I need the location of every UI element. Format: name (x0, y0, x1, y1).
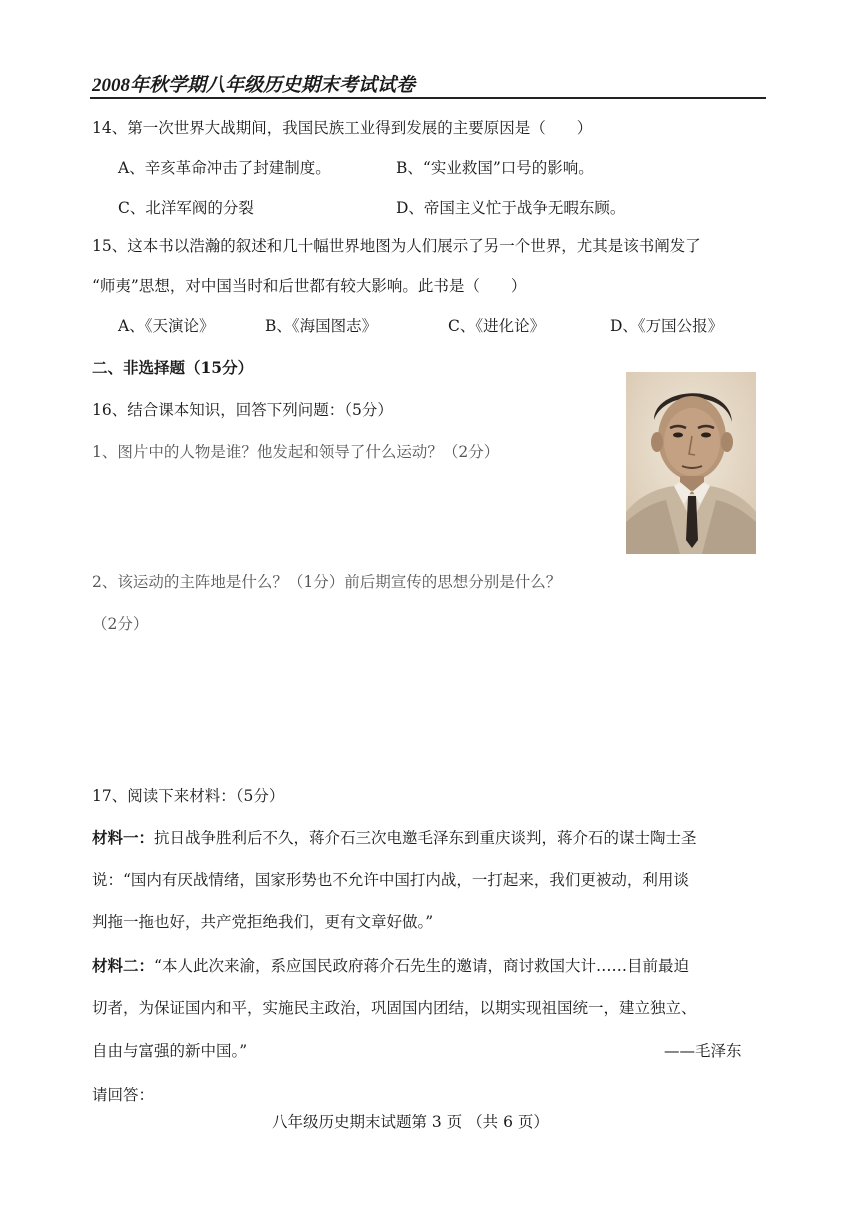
q16-sub1: 1、图片中的人物是谁？他发起和领导了什么运动？（2分） (92, 443, 500, 461)
q17-stem: 17、阅读下来材料：（5分） (92, 787, 285, 805)
material2-label: 材料二： (92, 956, 155, 975)
q17-material2-source: ——毛泽东 (664, 1042, 742, 1060)
q14-option-c: C、北洋军阀的分裂 (118, 199, 254, 217)
material2-text-line1: “本人此次来渝，系应国民政府蒋介石先生的邀请，商讨救国大计……目前最迫 (154, 957, 689, 975)
material1-text-line1: 抗日战争胜利后不久，蒋介石三次电邀毛泽东到重庆谈判，蒋介石的谋士陶士圣 (154, 829, 697, 847)
q14-option-b: B、“实业救国”口号的影响。 (396, 159, 594, 177)
q16-sub2-line2: （2分） (92, 615, 149, 633)
q15-option-a: A、《天演论》 (118, 317, 215, 335)
q17-material2-line3: 自由与富强的新中国。” (92, 1042, 248, 1060)
q14-option-a: A、辛亥革命冲击了封建制度。 (118, 159, 331, 177)
q15-option-d: D、《万国公报》 (610, 317, 724, 335)
q17-material2-line1 (92, 954, 689, 976)
material1-label: 材料一： (92, 828, 155, 847)
page-footer: 八年级历史期末试题第 3 页 （共 6 页） (272, 1113, 549, 1131)
header-divider (90, 97, 766, 99)
q17-material1-line2: 说：“国内有厌战情绪，国家形势也不允许中国打内战，一打起来，我们更被动，利用谈 (92, 871, 689, 889)
q16-stem: 16、结合课本知识，回答下列问题：（5分） (92, 401, 393, 419)
q15-stem-line2: “师夷”思想，对中国当时和后世都有较大影响。此书是（ ） (92, 277, 527, 295)
portrait-photo (626, 372, 756, 554)
q15-option-b: B、《海国图志》 (265, 317, 378, 335)
q17-material2-line2: 切者，为保证国内和平，实施民主政治，巩固国内团结，以期实现祖国统一，建立独立、 (92, 999, 697, 1017)
q14-option-d: D、帝国主义忙于战争无暇东顾。 (396, 199, 626, 217)
q17-material1-line1 (92, 826, 697, 848)
q15-stem-line1: 15、这本书以浩瀚的叙述和几十幅世界地图为人们展示了另一个世界，尤其是该书阐发了 (92, 237, 701, 255)
q15-option-c: C、《进化论》 (448, 317, 546, 335)
section2-title: 二、非选择题（15分） (92, 358, 254, 377)
page-header-title: 2008年秋学期八年级历史期末考试试卷 (92, 75, 416, 96)
q16-sub2-line1: 2、该运动的主阵地是什么？（1分）前后期宣传的思想分别是什么？ (92, 573, 562, 591)
q14-stem: 14、第一次世界大战期间，我国民族工业得到发展的主要原因是（ ） (92, 119, 593, 137)
q17-material1-line3: 判拖一拖也好，共产党拒绝我们，更有文章好做。” (92, 913, 434, 931)
q17-answer-prompt: 请回答： (92, 1086, 155, 1104)
